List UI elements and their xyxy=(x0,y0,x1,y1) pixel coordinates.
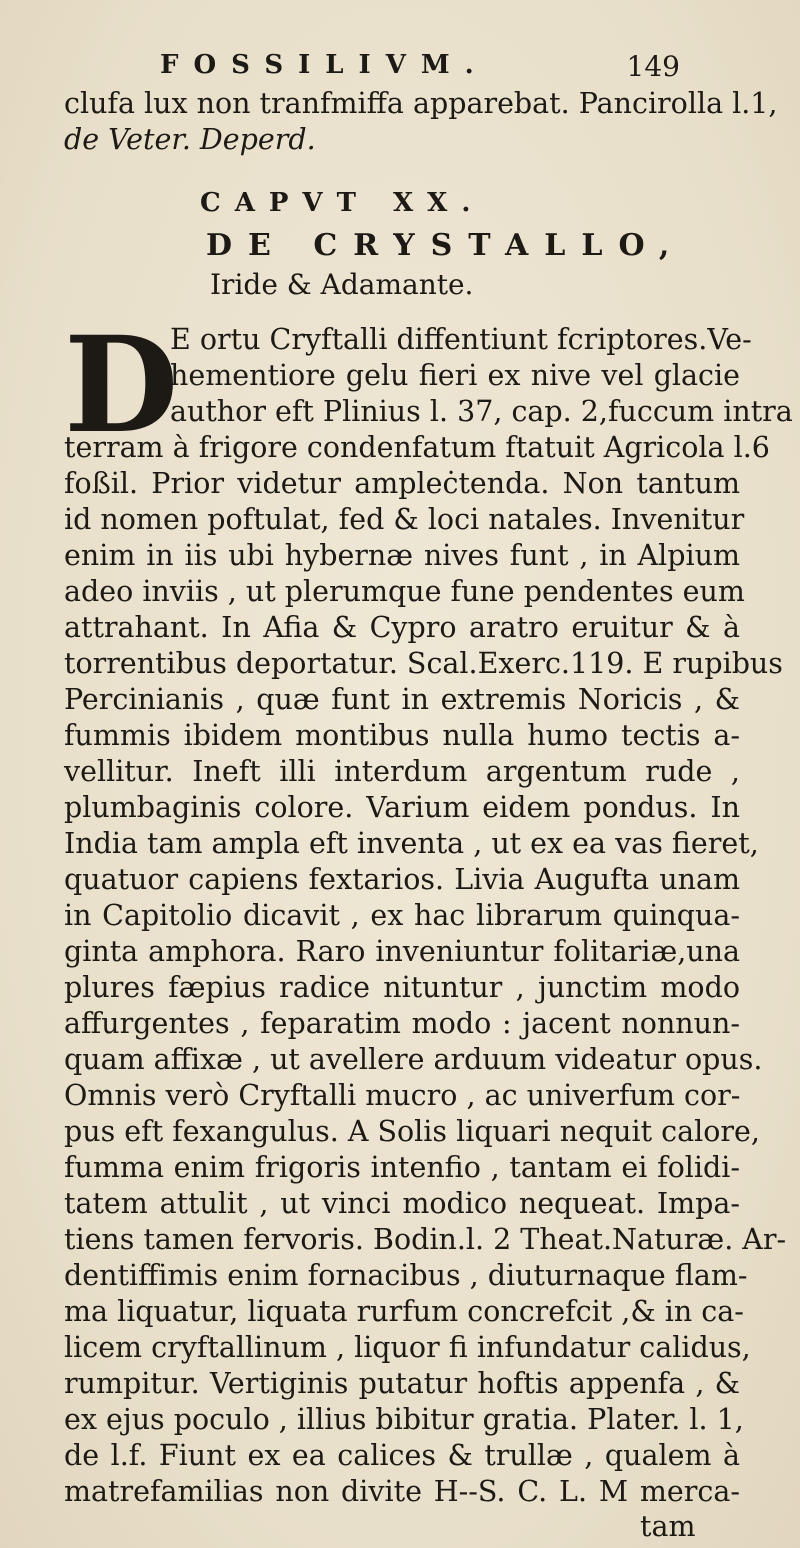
text-line: E ortu Cryftalli diffentiunt fcriptores.Ve- xyxy=(170,323,752,356)
text-line: licem cryftallinum , liquor fi infundatur calidus, xyxy=(64,1331,751,1364)
text-line: de l.f. Fiunt ex ea calices & trullæ , qualem à xyxy=(64,1439,740,1472)
page-number: 149 xyxy=(626,50,680,83)
running-head xyxy=(160,50,680,90)
chapter-title: DE CRYSTALLO, xyxy=(206,228,686,263)
text-line: ginta amphora. Raro inveniuntur folitariæ,una xyxy=(64,935,740,968)
text-line: clufa lux non tranfmiffa apparebat. Pancirolla l.1, xyxy=(64,87,778,120)
text-line: fummis ibidem montibus nulla humo tectis a- xyxy=(64,719,740,752)
text-line: ex ejus poculo , illius bibitur gratia. Plater. l. 1, xyxy=(64,1403,744,1436)
chapter-number: CAPVT XX. xyxy=(200,188,485,218)
text-line: quatuor capiens fextarios. Livia Augufta unam xyxy=(64,863,740,896)
text-line: affurgentes , feparatim modo : jacent nonnun- xyxy=(64,1007,740,1040)
text-line: tiens tamen fervoris. Bodin.l. 2 Theat.Naturæ. Ar- xyxy=(64,1223,787,1256)
text-line: in Capitolio dicavit , ex hac librarum quinqua- xyxy=(64,899,740,932)
drop-cap: D xyxy=(64,308,179,463)
text-line: plumbaginis colore. Varium eidem pondus. In xyxy=(64,791,740,824)
text-line: id nomen poftulat, fed & loci natales. Invenitur xyxy=(64,503,745,536)
text-line: terram à frigore condenfatum ftatuit Agricola l.6 xyxy=(64,431,770,464)
text-line: pus eft fexangulus. A Solis liquari nequit calore, xyxy=(64,1115,760,1148)
text-line: dentiffimis enim fornacibus , diuturnaque flam- xyxy=(64,1259,748,1292)
text-line: matrefamilias non divite H--S. C. L. M merca- xyxy=(64,1475,740,1508)
text-line: hementiore gelu fieri ex nive vel glacie xyxy=(170,359,740,392)
text-line: India tam ampla eft inventa , ut ex ea vas fieret, xyxy=(64,827,759,860)
text-line: author eft Plinius l. 37, cap. 2,fuccum intra xyxy=(170,395,793,428)
text-line: Omnis verò Cryftalli mucro , ac univerfum cor- xyxy=(64,1079,741,1112)
text-line: quam affixæ , ut avellere arduum videatur opus. xyxy=(64,1043,763,1076)
text-line: ma liquatur, liquata rurfum concrefcit ,& in ca- xyxy=(64,1295,744,1328)
text-line: Percinianis , quæ funt in extremis Noricis , & xyxy=(64,683,740,716)
running-title: FOSSILIVM. xyxy=(160,50,489,80)
text-line: foßil. Prior videtur ampleċtenda. Non tantum xyxy=(64,467,740,500)
text-line: fumma enim frigoris intenfio , tantam ei folidi- xyxy=(64,1151,740,1184)
catchword: tam xyxy=(640,1510,696,1543)
text-line: attrahant. In Afia & Cypro aratro eruitur & à xyxy=(64,611,740,644)
text-line: plures fæpius radice nituntur , junctim modo xyxy=(64,971,740,1004)
text-line: enim in iis ubi hybernæ nives funt , in Alpium xyxy=(64,539,740,572)
chapter-subtitle: Iride & Adamante. xyxy=(210,268,474,301)
text-line: tatem attulit , ut vinci modico nequeat. Impa- xyxy=(64,1187,740,1220)
text-line: vellitur. Ineft illi interdum argentum rude , xyxy=(64,755,740,788)
text-line: de Veter. Deperd. xyxy=(64,123,316,156)
text-line: rumpitur. Vertiginis putatur hoftis appenfa , & xyxy=(64,1367,740,1400)
text-line: torrentibus deportatur. Scal.Exerc.119. E rupibus xyxy=(64,647,783,680)
text-line: adeo inviis , ut plerumque fune pendentes eum xyxy=(64,575,745,608)
